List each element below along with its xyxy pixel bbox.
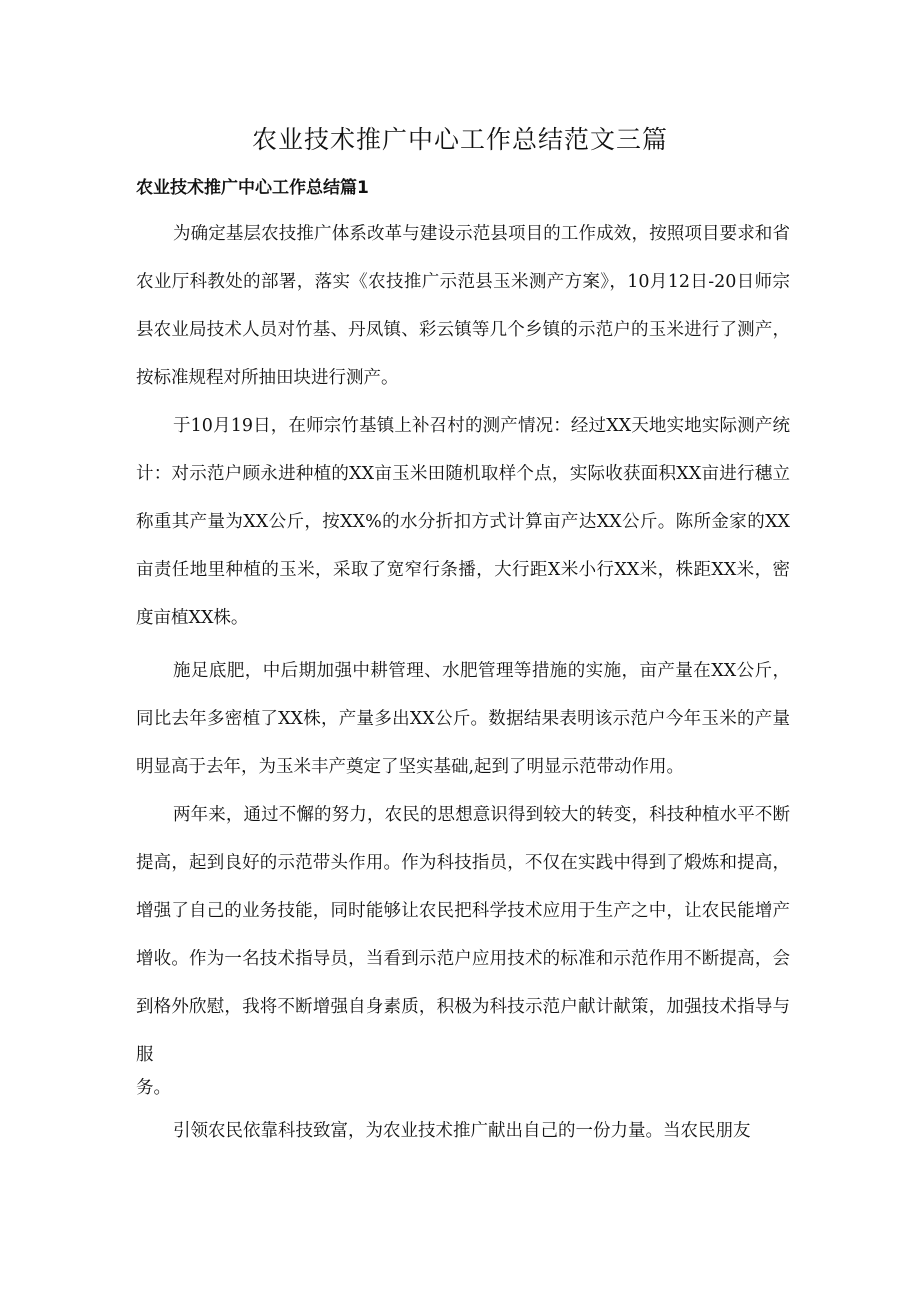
paragraph-5: 引领农民依靠科技致富，为农业技术推广献出自己的一份力量。当农民朋友: [173, 1121, 751, 1141]
paragraph-4: 两年来，通过不懈的努力，农民的思想意识得到较大的转变，科技种植水平不断提高，起到良好的示范带头作用。作为科技指员，不仅在实践中得到了煅炼和提高，增强了自己的业务技能，同时能够让农民把科学技术应用于生产之中，让农民能增产增收。作为一名技术指导员，当看到示范户应用技术的标准和示范作用不断提高，会到格外欣慰，我将不断增强自身素质，积极为科技示范户献计献策，加强技术指导与服: [136, 805, 790, 1065]
paragraph-4-continuation: 务。: [136, 1078, 171, 1098]
section-heading: 农业技术推广中心工作总结篇1: [136, 178, 369, 198]
paragraph-1: 为确定基层农技推广体系改革与建设示范县项目的工作成效，按照项目要求和省农业厅科教处的部署，落实《农技推广示范县玉米测产方案》，10月12日-20日师宗县农业局技术人员对竹基、丹凤镇、彩云镇等几个乡镇的示范户的玉米进行了测产，按标准规程对所抽田块进行测产。: [136, 224, 790, 388]
paragraph-3: 施足底肥，中后期加强中耕管理、水肥管理等措施的实施，亩产量在XX公斤，同比去年多密植了XX株，产量多出XX公斤。数据结果表明该示范户今年玉米的产量明显高于去年，为玉米丰产奠定了坚实基础,起到了明显示范带动作用。: [136, 661, 790, 777]
document-title: 农业技术推广中心工作总结范文三篇: [251, 125, 668, 154]
paragraph-2: 于10月19日，在师宗竹基镇上补召村的测产情况：经过XX天地实地实际测产统计：对示范户顾永进种植的XX亩玉米田随机取样个点，实际收获面积XX亩进行穗立称重其产量为XX公斤，按XX%的水分折扣方式计算亩产达XX公斤。陈所金家的XX亩责任地里种植的玉米，采取了宽窄行条播，大行距X米小行XX米，株距XX米，密度亩植XX株。: [136, 416, 790, 628]
